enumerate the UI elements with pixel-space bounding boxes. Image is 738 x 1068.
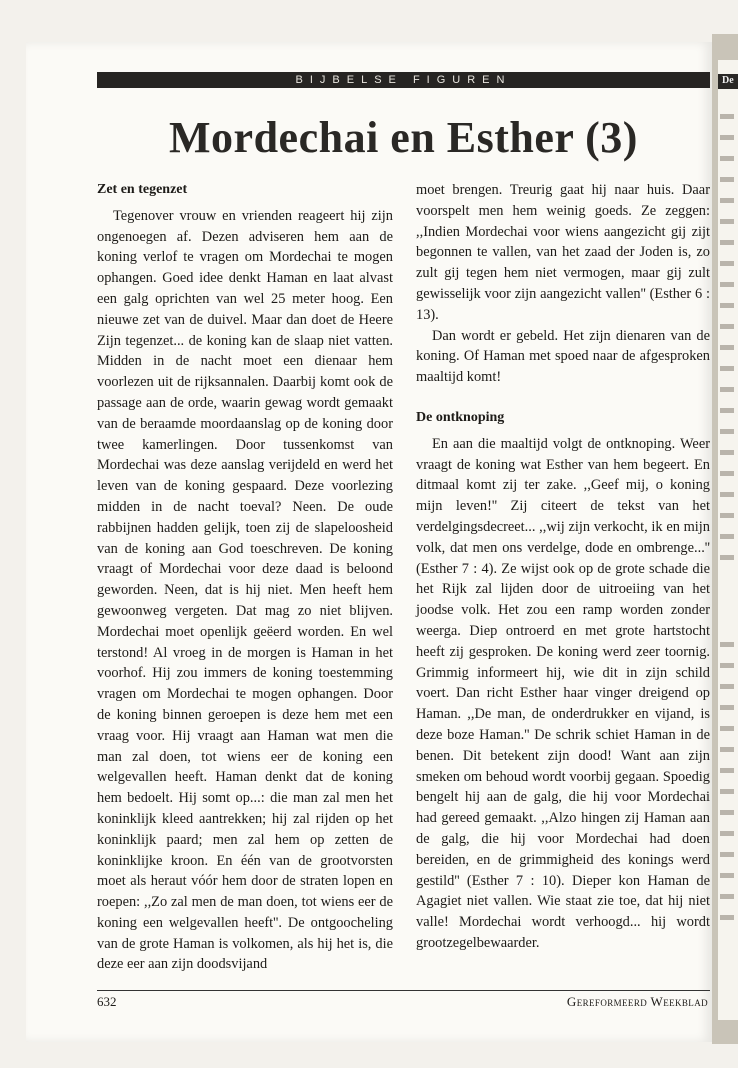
next-page-text-line (720, 303, 734, 308)
next-page-text-line (720, 873, 734, 878)
next-page-text-line (720, 513, 734, 518)
next-page-text-line (720, 852, 734, 857)
next-page-text-line (720, 366, 734, 371)
next-page-text-line (720, 177, 734, 182)
next-page-text-line (720, 261, 734, 266)
next-page-text-line (720, 387, 734, 392)
next-page-text-line (720, 408, 734, 413)
next-page-text-line (720, 492, 734, 497)
next-page-text-line (720, 198, 734, 203)
next-page-text-line (720, 156, 734, 161)
next-page-text-line (720, 810, 734, 815)
next-page-text-line (720, 429, 734, 434)
next-page-text-line (720, 831, 734, 836)
next-page-text-line (720, 915, 734, 920)
next-page-text-line (720, 726, 734, 731)
section-heading-zet-en-tegenzet: Zet en tegenzet (97, 182, 188, 197)
next-page-fragment (718, 60, 738, 1020)
next-page-text-line (720, 747, 734, 752)
next-page-text-line (720, 663, 734, 668)
paragraph: moet brengen. Treurig gaat hij naar huis. Daar voorspelt men hem weinig goeds. Ze zeggen: ,,Indien Mordechai voor wiens aangezicht gij zijt begonnen te vallen, van het zaad der Joden is, zo zult gij tegen hem niet vermogen, maar gij zult gewisselijk voor zijn aangezicht vallen'' (Esther 6 : 13). (416, 182, 710, 323)
magazine-name: Gereformeerd Weekblad (566, 994, 708, 1009)
next-page-text-line (720, 789, 734, 794)
page-number: 632 (97, 994, 117, 1009)
next-page-text-line (720, 450, 734, 455)
next-page-text-line (720, 345, 734, 350)
next-page-text-line (720, 768, 734, 773)
left-column (97, 180, 393, 975)
paragraph: Dan wordt er gebeld. Het zijn dienaren van de koning. Of Haman met spoed naar de afgesproken maaltijd komt! (416, 327, 710, 386)
paragraph: En aan die maaltijd volgt de ontknoping. Weer vraagt de koning wat Esther van hem begeert. En ditmaal komt zij ter zake. ,,Geef mij, o koning mijn leven!'' Zij citeert de tekst van het verdelgingsdecreet... ,,wij zijn verkocht, ik en mijn volk, dat men ons verdelge, dode en ombrenge...'' (Esther 7 : 4). Ze wijst ook op de grote schade die het Rijk zal lijden door de uitroeiing van het joodse volk. Het zou een ramp worden zonder weerga. Diep ontroerd en met grote hartstocht heeft zij gesproken. De koning werd zeer toornig. Grimmig informeert hij, wie dit in zijn schild voert. Dan richt Esther haar vinger dreigend op Haman. ,,De man, de onderdrukker en vijand, is deze boze Haman.'' De schrik schiet Haman in de benen. Dit betekent zijn dood! Want aan zijn smeken om behoud wordt voorbij gegaan. Spoedig bengelt hij aan de galg, die hij voor Mordechai had gereed gemaakt. ,,Alzo hingen zij Haman aan de galg, die hij voor Mordechai had doen bereiden, en de grimmigheid des konings werd gestild'' (Esther 7 : 10). Dieper kon Haman de Agagiet niet vallen. Wie staat zie toe, dat hij niet valle! Mordechai wordt verhoogd... hij wordt grootzegelbewaarder. (416, 435, 710, 951)
footer-rule (97, 990, 710, 991)
next-page-text-line (720, 534, 734, 539)
next-page-text-line (720, 894, 734, 899)
section-heading-de-ontknoping: De ontknoping (416, 409, 505, 425)
next-page-text-line (720, 219, 734, 224)
next-page-text-line (720, 240, 734, 245)
next-page-text-line (720, 684, 734, 689)
next-page-text-line (720, 471, 734, 476)
section-label: BIJBELSE FIGUREN (97, 72, 710, 88)
article-title: Mordechai en Esther (3) (169, 113, 638, 162)
right-column (416, 180, 710, 954)
next-page-text-line (720, 114, 734, 119)
next-page-text-line (720, 135, 734, 140)
next-page-text-line (720, 705, 734, 710)
next-page-text-line (720, 555, 734, 560)
next-page-text-line (720, 642, 734, 647)
next-page-text-line (720, 282, 734, 287)
paragraph: Tegenover vrouw en vrienden reageert hij zijn ongenoegen af. Dezen adviseren hem aan de koning verlof te vragen om Mordechai te mogen ophangen. Goed idee denkt Haman en laat alvast een galg oprichten van wel 25 meter hoog. Een nieuwe zet van de duivel. Maar dan doet de Heere Zijn tegenzet... de koning kan de slaap niet vatten. Midden in de nacht moet een dienaar hem voorlezen uit de rijksannalen. Daarbij komt ook de passage aan de orde, waarin gewag wordt gemaakt van de beraamde moordaanslag op de koning door twee kamerlingen. Door tussenkomst van Mordechai was deze aanslag verijdeld en werd het leven van de koning gespaard. Deze voorlezing midden in de nacht toeval? Neen. De oude rabbijnen hadden gelijk, toen zij de slapeloosheid van de koning aan God toeschreven. De koning vraagt of Mordechai voor deze daad is beloond geworden. Neen, dat is hij niet. Men heeft hem gewoonweg vergeten. Dat mag zo niet blijven. Mordechai moet openlijk geëerd worden. En wel terstond! Al vroeg in de morgen is Haman in het voorhof. Hij zou immers de koning toestemming vragen om Mordechai te mogen ophangen. Door de koning binnen geroepen is deze hem met een vraag voor. Hij vraagt aan Haman wat men die man zal doen, tot wiens eer de koning een welgevallen heeft. Haman denkt dat de koning hem bedoelt. Hij somt op...: die man zal men het koninklijk kleed aantrekken; hij zal rijden op het koninklijk paard; men zal hem op zetten de koninklijke kroon. En één van de grootvorsten moet als heraut vóór hem door de straten lopen en roepen: ,,Zo zal men de man doen, tot wiens eer de koning een welgevallen heeft''. De ontgoocheling van de grote Haman is volkomen, als hij het is, die deze eer aan zijn doodsvijand (97, 207, 393, 973)
next-page-text-line (720, 324, 734, 329)
next-page-heading: De (722, 75, 734, 86)
